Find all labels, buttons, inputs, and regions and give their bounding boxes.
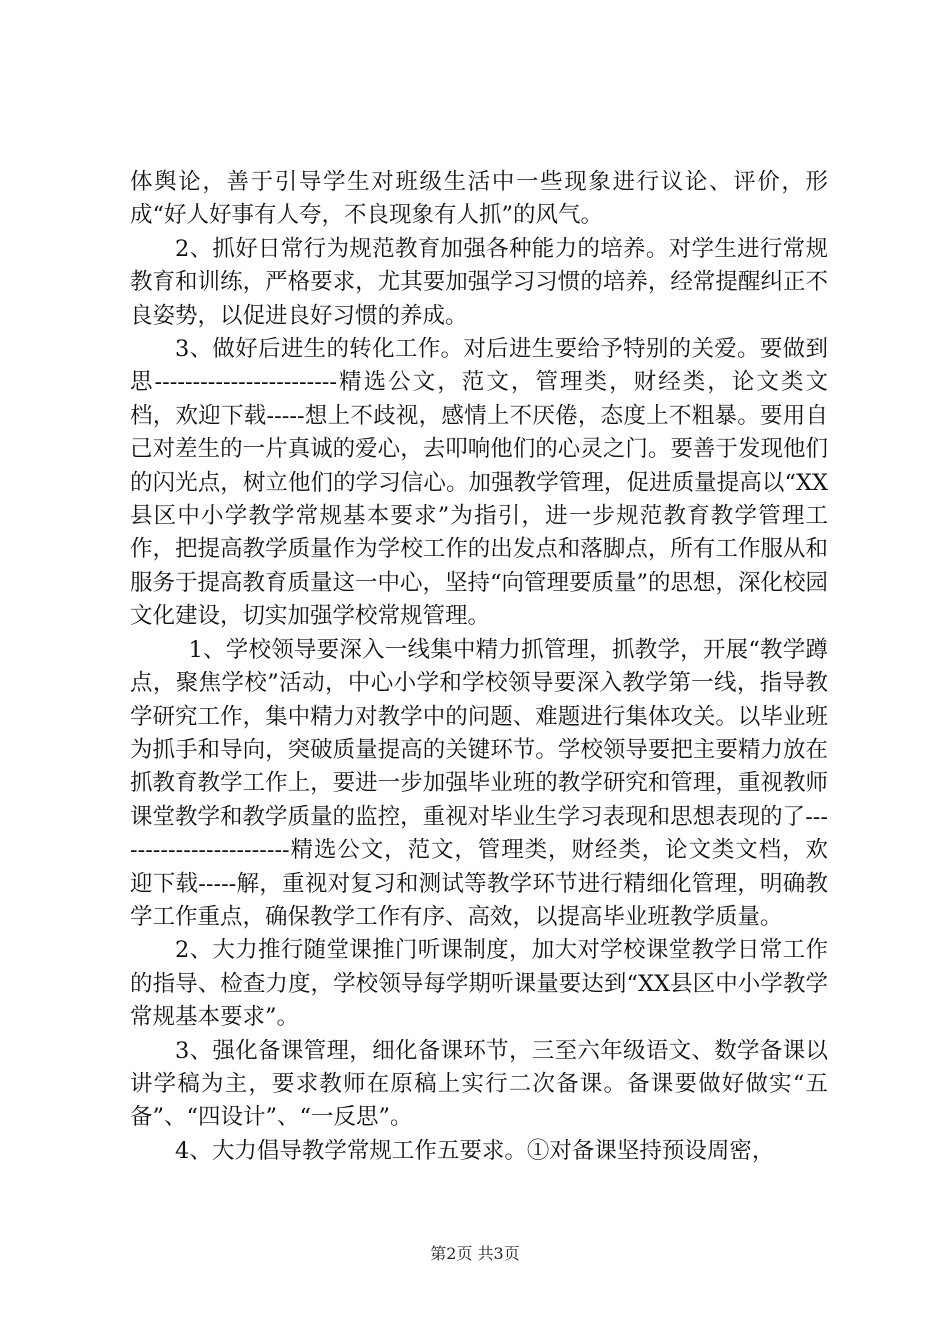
page-footer: 第2页 共3页: [430, 1244, 520, 1263]
paragraph: 2、大力推行随堂课推门听课制度，加大对学校课堂教学日常工作的指导、检查力度，学校领导每学期听课量要达到“XX县区中小学教学常规基本要求”。: [130, 937, 828, 1031]
paragraph: 3、做好后进生的转化工作。对后进生要给予特别的关爱。要做到思------------------------精选公文，范文，管理类，财经类，论文类文档，欢迎下载-----想上不歧视，感情上不厌倦，态度上不粗暴。要用自己对差生的一片真诚的爱心，去叩响他们的心灵之门。要善于发现他们的闪光点，树立他们的学习信心。加强教学管理，促进质量提高以“XX县区中小学教学常规基本要求”为指引，进一步规范教育教学管理工作，把提高教学质量作为学校工作的出发点和落脚点，所有工作服从和服务于提高教育质量这一中心，坚持“向管理要质量”的思想，深化校园文化建设，切实加强学校常规管理。: [130, 336, 829, 630]
paragraph: 2、抓好日常行为规范教育加强各种能力的培养。对学生进行常规教育和训练，严格要求，尤其要加强学习习惯的培养，经常提醒纠正不良姿势，以促进良好习惯的养成。: [130, 235, 828, 329]
document-body: [130, 166, 828, 1168]
paragraph: 3、强化备课管理，细化备课环节，三至六年级语文、数学备课以讲学稿为主，要求教师在原稿上实行二次备课。备课要做好做实“五备”、“四设计”、“一反思”。: [130, 1037, 828, 1131]
paragraph: 4、大力倡导教学常规工作五要求。①对备课坚持预设周密，: [175, 1137, 775, 1164]
paragraph: 1、学校领导要深入一线集中精力抓管理，抓教学，开展“教学蹲点，聚焦学校”活动，中心小学和学校领导要深入教学第一线，指导教学研究工作，集中精力对教学中的问题、难题进行集体攻关。以毕业班为抓手和导向，突破质量提高的关键环节。学校领导要把主要精力放在抓教育教学工作上，要进一步加强毕业班的教学研究和管理，重视教师课堂教学和教学质量的监控，重视对毕业生学习表现和思想表现的了------------------------精选公文，范文，管理类，财经类，论文类文档，欢迎下载-----解，重视对复习和测试等教学环节进行精细化管理，明确教学工作重点，确保教学工作有序、高效，以提高毕业班教学质量。: [130, 636, 828, 930]
paragraph: 体舆论，善于引导学生对班级生活中一些现象进行议论、评价，形成“好人好事有人夸，不良现象有人抓”的风气。: [130, 169, 828, 229]
